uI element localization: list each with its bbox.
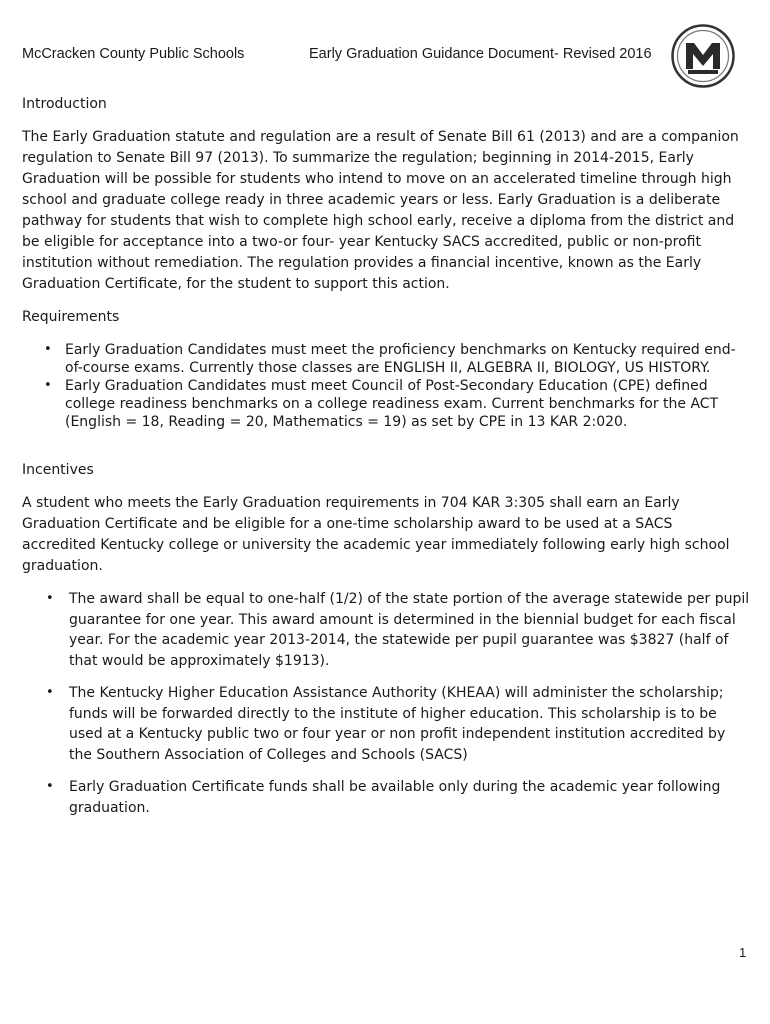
incentive-text: Early Graduation Certificate funds shall be available only during the academic year following graduation. bbox=[69, 779, 721, 816]
introduction-heading: Introduction bbox=[22, 96, 107, 112]
incentive-text: The award shall be equal to one-half (1/2) of the state portion of the average statewide per pupil guarantee for one year. This award amount is determined in the biennial budget for each fiscal year. For the academic year 2013-2014, the statewide per pupil guarantee was $3827 (half of that would be approximately $1913). bbox=[69, 591, 750, 669]
incentives-heading: Incentives bbox=[22, 462, 94, 478]
bullet-icon: • bbox=[44, 342, 52, 357]
bullet-icon: • bbox=[46, 591, 54, 606]
requirements-heading: Requirements bbox=[22, 309, 120, 325]
requirements-list bbox=[22, 341, 750, 431]
bullet-icon: • bbox=[44, 378, 52, 393]
header-district-name: McCracken County Public Schools bbox=[22, 46, 245, 62]
requirement-text: Early Graduation Candidates must meet the proficiency benchmarks on Kentucky required end-of-course exams. Currently those classes are ENGLISH II, ALGEBRA II, BIOLOGY, US HISTORY. bbox=[65, 342, 736, 376]
bullet-icon: • bbox=[46, 779, 54, 794]
list-item bbox=[22, 777, 750, 818]
header-document-title: Early Graduation Guidance Document- Revised 2016 bbox=[309, 46, 652, 62]
list-item bbox=[22, 341, 750, 377]
document-body bbox=[22, 94, 750, 818]
bullet-icon: • bbox=[46, 685, 54, 700]
incentive-text: The Kentucky Higher Education Assistance Authority (KHEAA) will administer the scholarship; funds will be forwarded directly to the institute of higher education. This scholarship is to be used at a Kentucky public two or four year or non profit independent institution accredited by the Southern Association of Colleges and Schools (SACS) bbox=[69, 685, 726, 763]
page-number: 1 bbox=[739, 945, 747, 960]
list-item bbox=[22, 377, 750, 431]
district-logo-icon bbox=[671, 24, 735, 88]
incentives-list bbox=[22, 589, 750, 818]
introduction-paragraph: The Early Graduation statute and regulation are a result of Senate Bill 61 (2013) and are a companion regulation to Senate Bill 97 (2013). To summarize the regulation; beginning in 2014-2015, Early Graduation will be possible for students who intend to move on an accelerated timeline through high school and graduate college ready in three academic years or less. Early Graduation is a deliberate pathway for students that wish to complete high school early, receive a diploma from the district and be eligible for acceptance into a two-or four- year Kentucky SACS accredited, public or non-profit institution without remediation. The regulation provides a financial incentive, known as the Early Graduation Certificate, for the student to support this action. bbox=[22, 129, 739, 292]
requirement-text: Early Graduation Candidates must meet Council of Post-Secondary Education (CPE) defined college readiness benchmarks on a college readiness exam. Current benchmarks for the ACT (English = 18, Reading = 20, Mathematics = 19) as set by CPE in 13 KAR 2:020. bbox=[65, 378, 719, 430]
list-item bbox=[22, 683, 750, 765]
incentives-paragraph: A student who meets the Early Graduation requirements in 704 KAR 3:305 shall earn an Early Graduation Certificate and be eligible for a one-time scholarship award to be used at a SACS accredited Kentucky college or university the academic year immediately following early high school graduation. bbox=[22, 495, 730, 574]
list-item bbox=[22, 589, 750, 671]
